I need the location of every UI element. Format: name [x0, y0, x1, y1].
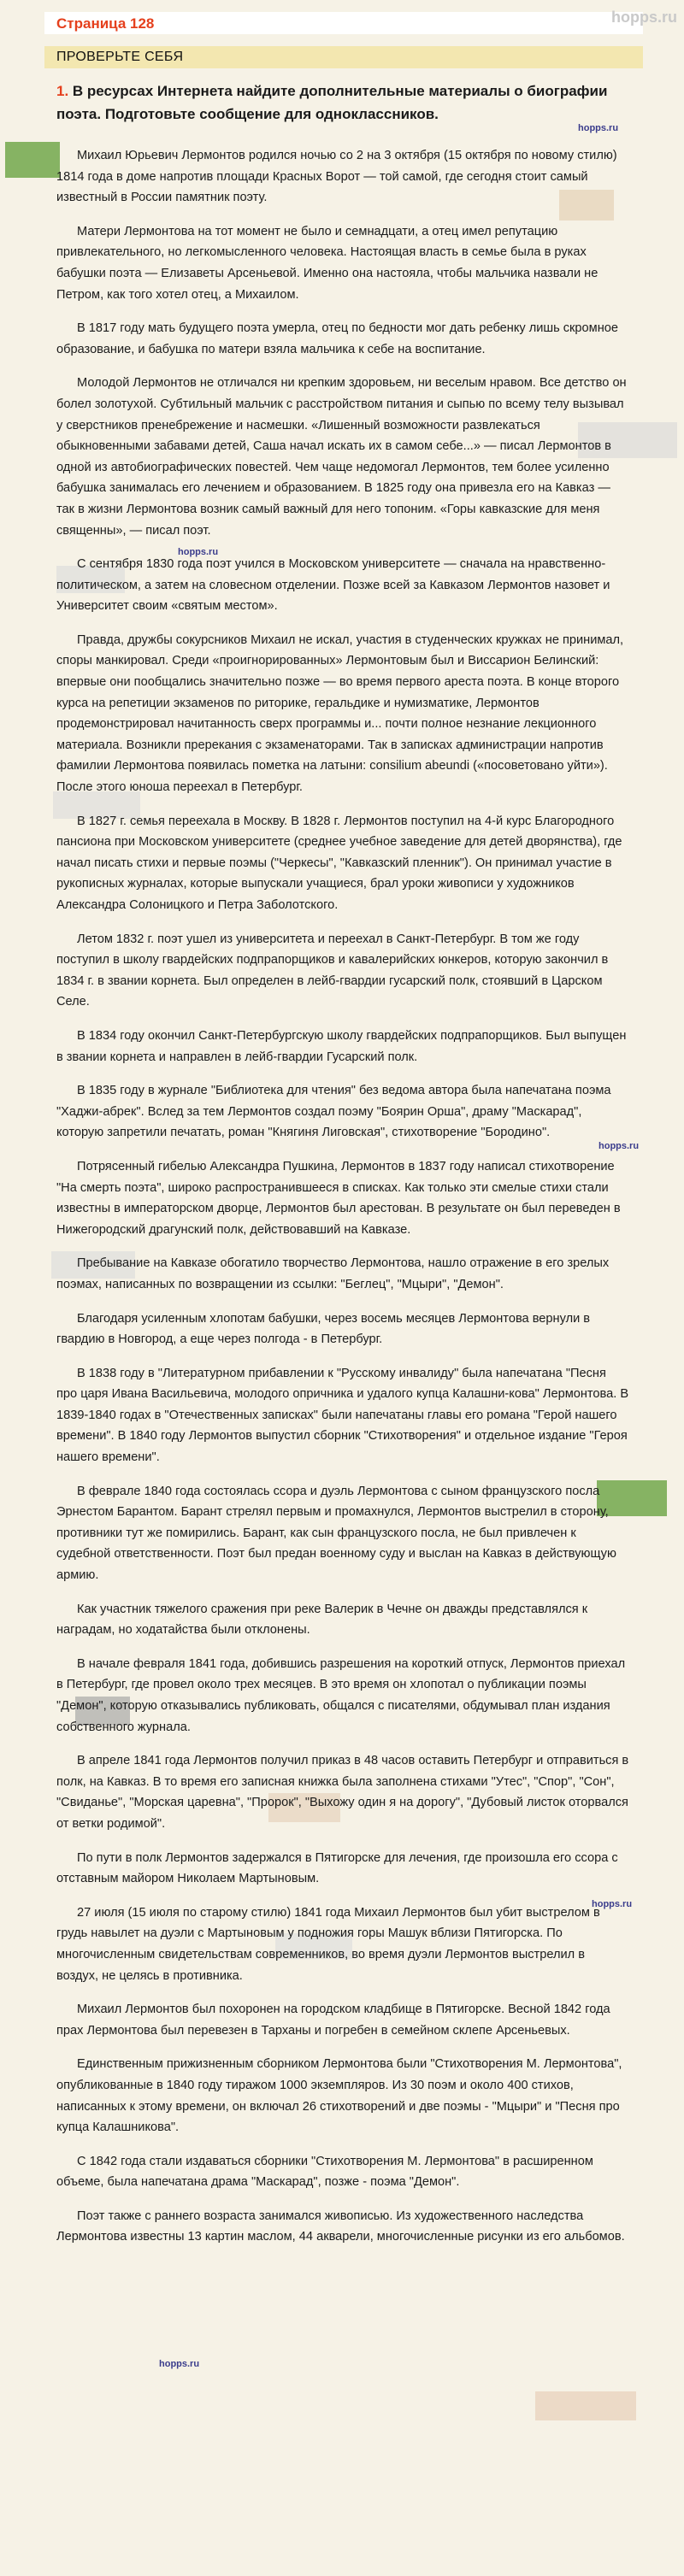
paragraph: В апреле 1841 года Лермонтов получил приказ в 48 часов оставить Петербург и отправиться в полк, на Кавказ. В то время его записная книжка была заполнена стихами "Утес", "Спор", "Сон", "Свиданье", "Морская царевна", "Пророк", "Выхожу один я на дорогу", "Дубовый листок оторвался от ветки родимой". [56, 1754, 629, 1831]
site-mark: hopps.ru [592, 1899, 633, 1909]
paragraph: Летом 1832 г. поэт ушел из университета и переехал в Санкт-Петербург. В том же году поступил в школу гвардейских подпрапорщиков и кавалерийских юнкеров, которую закончил в 1834 г. в звании корнета. Был определен в лейб-гвардии гусарский полк, стоявший в Царском Селе. [56, 932, 609, 1009]
paragraph: В 1838 году в "Литературном прибавлении к "Русскому инвалиду" была напечатана "Песня про царя Ивана Васильевича, молодого опричника и удалого купца Калашни-кова" Лермонтова. В 1839-1840 годах в "Отечественных записках" были напечатаны главы его романа "Герой нашего времени". В 1840 году Лермонтов выпустил сборник "Стихотворения" и отдельное издание "Героя нашего времени". [56, 1366, 629, 1465]
paragraph: С сентября 1830 года поэт учился в Московском университете — сначала на нравственно-политическом, а затем на словесном отделении. Позже всей за Кавказом Лермонтов назовет и Университет своим «святым местом». [56, 557, 610, 614]
watermark: hopps.ru [611, 9, 677, 26]
paragraph: Матери Лермонтова на тот момент не было и семнадцати, а отец имел репутацию привлекательного, но легкомысленного человека. Настоящая власть в семье была в руках бабушки поэта — Елизаветы Арсеньевой. Именно она настояла, чтобы мальчика назвали не Петром, как того хотел отец, а Михаилом. [56, 224, 598, 302]
paragraph: По пути в полк Лермонтов задержался в Пятигорске для лечения, где произошла его ссора с отставным майором Николаем Мартыновым. [56, 1850, 618, 1886]
paragraph: Потрясенный гибелью Александра Пушкина, Лермонтов в 1837 году написал стихотворение "На смерть поэта", широко распространившееся в списках. Как только эти смелые стихи стали известны в императорском дворце, Лермонтов был арестован. В результате он был переведен в Нижегородский драгунский полк, действовавший на Кавказе. [56, 1159, 621, 1237]
paragraph: В 1817 году мать будущего поэта умерла, отец по бедности мог дать ребенку лишь скромное образование, и бабушка по матери взяла мальчика к себе на воспитание. [56, 321, 618, 356]
paragraph: Благодаря усиленным хлопотам бабушки, через восемь месяцев Лермонтова вернули в гвардию в Новгород, а еще через полгода - в Петербург. [56, 1311, 591, 1347]
paragraph: Михаил Лермонтов был похоронен на городском кладбище в Пятигорске. Весной 1842 года прах Лермонтова был перевезен в Тарханы и погребен в семейном склепе Арсеньевых. [56, 2003, 610, 2038]
page-label: Страница 128 [56, 15, 155, 32]
paragraph: Единственным прижизненным сборником Лермонтова были "Стихотворения М. Лермонтова", опубликованные в 1840 году тиражом 1000 экземпляров. Из 30 поэм и около 400 стихов, написанных к этому времени, он включал 26 стихотворений и две поэмы - "Мцыри" и "Песня про купца Калашникова". [56, 2057, 622, 2135]
paragraph: В 1834 году окончил Санкт-Петербургскую школу гвардейских подпрапорщиков. Был выпущен в звании корнета и направлен в лейб-гвардии Гусарский полк. [56, 1028, 627, 1064]
section-title: ПРОВЕРЬТЕ СЕБЯ [56, 50, 184, 64]
task-number: 1. [56, 83, 69, 99]
site-mark: hopps.ru [578, 123, 619, 133]
paragraph: Правда, дружбы сокурсников Михаил не искал, участия в студенческих кружках не принимал, споры манкировал. Среди «проигнорированных» Лермонтовым был и Виссарион Белинский: впервые они пообщались значительно позже — во время первого ареста поэта. В конце второго курса на репетиции экзаменов по риторике, геральдике и нумизматике, Лермонтов продемонстрировал начитанность сверх программы и... почти полное незнание лекционного материала. Возникли пререкания с экзаменаторами. Так в записках администрации напротив фамилии Лермонтова появилась пометка на латыни: consilium abeundi («посоветовано уйти»). После этого юноша переехал в Петербург. [56, 632, 624, 795]
paragraph: В 1835 году в журнале "Библиотека для чтения" без ведома автора была напечатана поэма "Хаджи-абрек". Вслед за тем Лермонтов создал поэму "Боярин Орша", драму "Маскарад", которую запретили печатать, роман "Княгиня Лиговская", стихотворение "Бородино". [56, 1084, 611, 1140]
site-mark: hopps.ru [178, 547, 219, 557]
task-body: В ресурсах Интернета найдите дополнительные материалы о биографии поэта. Подготовьте сообщение для одноклассников. [56, 83, 608, 122]
paragraph: Поэт также с раннего возраста занимался живописью. Из художественного наследства Лермонтова известны 13 картин маслом, 44 акварели, многочисленные рисунки из его альбомов. [56, 2208, 625, 2244]
paragraph: В начале февраля 1841 года, добившись разрешения на короткий отпуск, Лермонтов приехал в Петербург, где провел около трех месяцев. В это время он хлопотал о публикации поэмы "Демон", которую отказывались публиковать, общался с писателями, обдумывал план издания собственного журнала. [56, 1656, 626, 1734]
paragraph: В 1827 г. семья переехала в Москву. В 1828 г. Лермонтов поступил на 4-й курс Благородного пансиона при Московском университете (среднее учебное заведение для детей дворянства), где начал писать стихи и первые поэмы ("Черкесы", "Кавказский пленник"). Он принимал участие в рукописных журналах, которые выпускали учащиеся, брал уроки живописи у художников Александра Солоницкого и Петра Заболотского. [56, 814, 622, 912]
site-mark: hopps.ru [159, 2359, 200, 2369]
article-body [56, 145, 629, 2261]
paragraph: Как участник тяжелого сражения при реке Валерик в Чечне он дважды представлялся к наградам, но ходатайства были отклонены. [56, 1602, 588, 1638]
site-mark: hopps.ru [598, 1141, 640, 1151]
paragraph: С 1842 года стали издаваться сборники "Стихотворения М. Лермонтова" в расширенном объеме, была напечатана драма "Маскарад", позже - поэма "Демон". [56, 2154, 593, 2190]
section-heading [44, 46, 643, 68]
paragraph: Пребывание на Кавказе обогатило творчество Лермонтова, нашло отражение в его зрелых поэмах, написанных по возвращении из ссылки: "Беглец", "Мцыри", "Демон". [56, 1256, 610, 1291]
green-overlay-1 [5, 142, 60, 178]
paragraph: Михаил Юрьевич Лермонтов родился ночью со 2 на 3 октября (15 октября по новому стилю) 1814 года в доме напротив площади Красных Ворот — той самой, где сегодня стоит самый известный в России памятник поэту. [56, 149, 617, 205]
beige-overlay-3 [535, 2391, 636, 2420]
paragraph: В феврале 1840 года состоялась ссора и дуэль Лермонтова с сыном французского посла Эрнестом Барантом. Барант стрелял первым и промахнулся, Лермонтов выстрелил в сторону, противники тут же помирились. Барант, как сын французского посла, не был привлечен к судебной ответственности. Поэт был предан военному суду и выслан на Кавказ в действующую армию. [56, 1484, 616, 1583]
paragraph: 27 июля (15 июля по старому стилю) 1841 года Михаил Лермонтов был убит выстрелом в грудь навылет на дуэли с Мартыновым у подножия горы Машук вблизи Пятигорска. По многочисленным свидетельствам современников, во время дуэли Лермонтов выстрелил в воздух, не целясь в противника. [56, 1905, 600, 1983]
task-text [56, 79, 621, 126]
paragraph: Молодой Лермонтов не отличался ни крепким здоровьем, ни веселым нравом. Все детство он болел золотухой. Субтильный мальчик с расстройством питания и сыпью по всему телу вызывал у сверстников пренебрежение и насмешки. «Лишенный возможности развлекаться обыкновенными забавами детей, Саша начал искать их в самом себе...» — писал Лермонтов в одной из автобиографических повестей. Чем чаще недомогал Лермонтов, тем более усиленно бабушка занималась его лечением и образованием. В 1825 году она привезла его на Кавказ — так в жизни Лермонтова возник самый важный для него топоним. «Горы кавказские для меня священны», — писал поэт. [56, 376, 627, 538]
